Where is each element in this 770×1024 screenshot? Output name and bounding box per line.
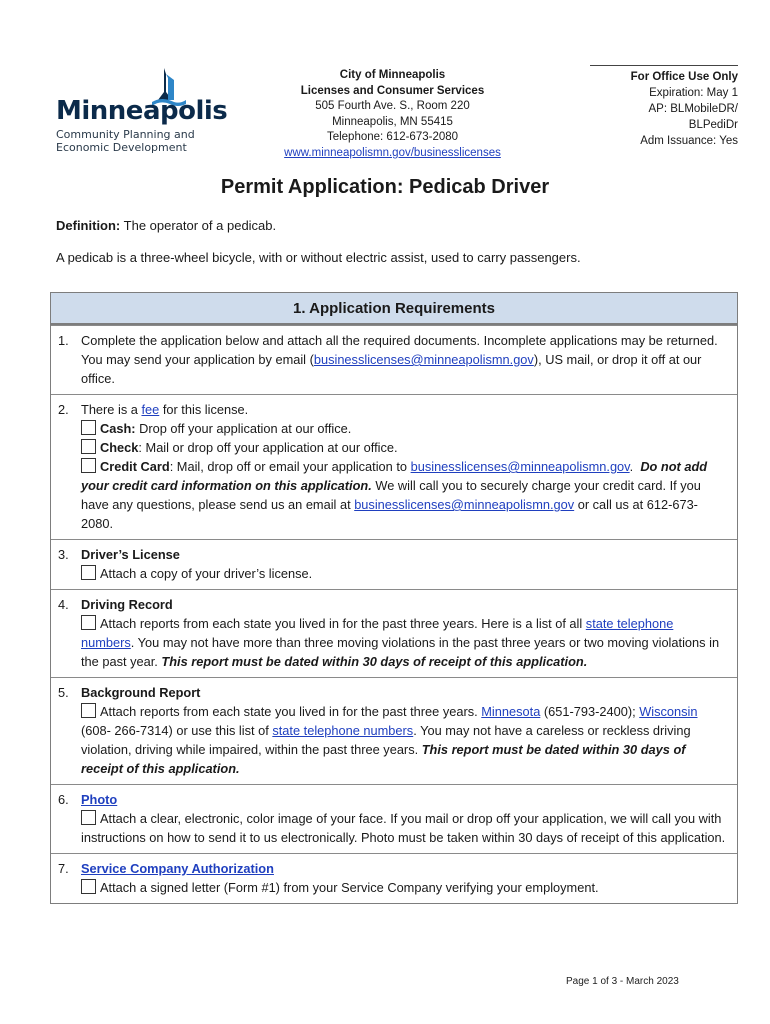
email-link[interactable]: businesslicenses@minneapolismn.gov [313,352,534,367]
org-name: City of Minneapolis [339,69,446,81]
definition-text: The operator of a pedicab. [120,218,277,233]
page-title: Permit Application: Pedicab Driver [220,176,550,198]
page-footer: Page 1 of 3 - March 2023 [566,976,679,987]
requirement-number: 1. [58,333,69,348]
photo-link[interactable]: Photo [81,792,118,807]
logo-subline-1: Community Planning and [56,128,195,141]
office-use-box [590,65,738,149]
driving-record-title: Driving Record [81,597,173,612]
credit-card-text: : Mail, drop off or email your application to [169,459,411,474]
credit-card-checkbox[interactable] [81,458,96,473]
office-ap-2: BLPediDr [688,119,738,131]
background-report-title: Background Report [81,685,201,700]
requirement-number: 2. [58,402,69,417]
requirement-row-7 [51,853,737,903]
department-name: Licenses and Consumer Services [300,84,485,97]
requirement-number: 7. [58,861,69,876]
requirement-number: 5. [58,685,69,700]
minneapolis-logo [56,66,228,158]
logo-subline-2: Economic Development [56,141,187,154]
check-checkbox[interactable] [81,439,96,454]
check-label: Check [100,440,139,455]
office-contact-block [270,68,515,162]
req1-text-a: Complete the application below and attach all the required documents. Incomplete applications may be returned. You may send your application by email ( [81,333,718,367]
drivers-license-text: Attach a copy of your driver’s license. [100,566,313,581]
wisconsin-link[interactable]: Wisconsin [639,704,698,719]
logo-wordmark: Minneapolis [56,96,228,126]
background-report-checkbox[interactable] [81,703,96,718]
requirement-row-4 [51,589,737,677]
credit-card-text-2: We will call you to securely charge your credit card. If you have any questions, please send us an email at [81,478,701,512]
service-company-link[interactable]: Service Company Authorization [81,861,274,876]
office-ap: AP: BLMobileDR/ [648,103,738,115]
website-link[interactable]: www.minneapolismn.gov/businesslicenses [284,146,501,159]
office-use-rule [590,65,738,66]
telephone: Telephone: 612-673-2080 [326,131,459,144]
req2-intro-a: There is a [81,402,142,417]
driving-record-deadline: This report must be dated within 30 days of receipt of this application. [161,654,588,669]
fee-link[interactable]: fee [141,402,160,417]
requirement-row-2: 2. There is a fee for this license. Cash: Drop off your application at our office. Check: Mail or drop off your application at our office. Credit Card: Mail, drop off or email your application to businesslicenses@minneapolismn.gov. Do not add your credit card information on this application. We will call you to securely charge your credit card. If you have any questions, please send us an email at businesslicenses@minneapolismn.gov or call us at 612-673-2080. [51,394,737,539]
office-use-title: For Office Use Only [630,71,738,83]
driving-record-text-a: Attach reports from each state you lived in for the past three years. Here is a list of all [100,616,586,631]
state-telephone-link-2[interactable]: state telephone numbers [272,723,414,738]
photo-checkbox[interactable] [81,810,96,825]
office-expiration: Expiration: May 1 [649,87,738,99]
requirement-row-6 [51,784,737,853]
definition-label: Definition: [56,218,121,233]
requirements-heading: 1. Application Requirements [51,293,737,325]
office-adm-issuance: Adm Issuance: Yes [640,135,738,147]
photo-text: Attach a clear, electronic, color image of your face. If you mail or drop off your application, we will call you with instructions on how to send it to us electronically. Photo must be taken within 30 days of receipt of this application. [81,811,726,845]
requirement-number: 3. [58,547,69,562]
background-deadline: This report must be dated within 30 days of receipt of this application. [81,742,686,776]
pedicab-description: A pedicab is a three-wheel bicycle, with or without electric assist, used to carry passengers. [56,250,581,265]
drivers-license-title: Driver’s License [81,547,180,562]
minnesota-link[interactable]: Minnesota [481,704,541,719]
check-text: : Mail or drop off your application at our office. [138,440,398,455]
cash-label: Cash: [100,421,136,436]
credit-card-text-3: or call us at 612-673-2080. [81,497,698,531]
requirement-number: 4. [58,597,69,612]
credit-card-warning: Do not add your credit card information on this application. [81,459,708,493]
requirement-row-5 [51,677,737,784]
driving-record-text-b: . You may not have more than three moving violations in the past three years or two moving violations in the past year. [81,635,720,669]
service-company-checkbox[interactable] [81,879,96,894]
address-line-1: 505 Fourth Ave. S., Room 220 [315,100,470,113]
credit-email-link[interactable]: businesslicenses@minneapolismn.gov [410,459,630,474]
service-company-text: Attach a signed letter (Form #1) from your Service Company verifying your employment. [100,880,599,895]
requirement-row-3 [51,539,737,589]
cash-text: Drop off your application at our office. [135,421,352,436]
background-text-b: (651-793-2400); [540,704,640,719]
requirement-number: 6. [58,792,69,807]
requirements-table [50,292,738,904]
req2-intro-b: for this license. [159,402,249,417]
definition [56,218,276,233]
requirement-row-1 [51,325,737,394]
state-telephone-link[interactable]: state telephone numbers [81,616,674,650]
driving-record-checkbox[interactable] [81,615,96,630]
cash-checkbox[interactable] [81,420,96,435]
req1-text-b: ), US mail, or drop it off at our office. [81,352,702,386]
credit-email-link-2[interactable]: businesslicenses@minneapolismn.gov [354,497,575,512]
background-text-c: (608- 266-7314) or use this list of [81,723,273,738]
drivers-license-checkbox[interactable] [81,565,96,580]
background-text-a: Attach reports from each state you lived in for the past three years. [100,704,482,719]
credit-card-label: Credit Card [100,459,170,474]
background-text-d: . You may not have a careless or reckless driving violation, driving while impaired, within the past three years. [81,723,691,757]
address-line-2: Minneapolis, MN 55415 [332,115,453,128]
